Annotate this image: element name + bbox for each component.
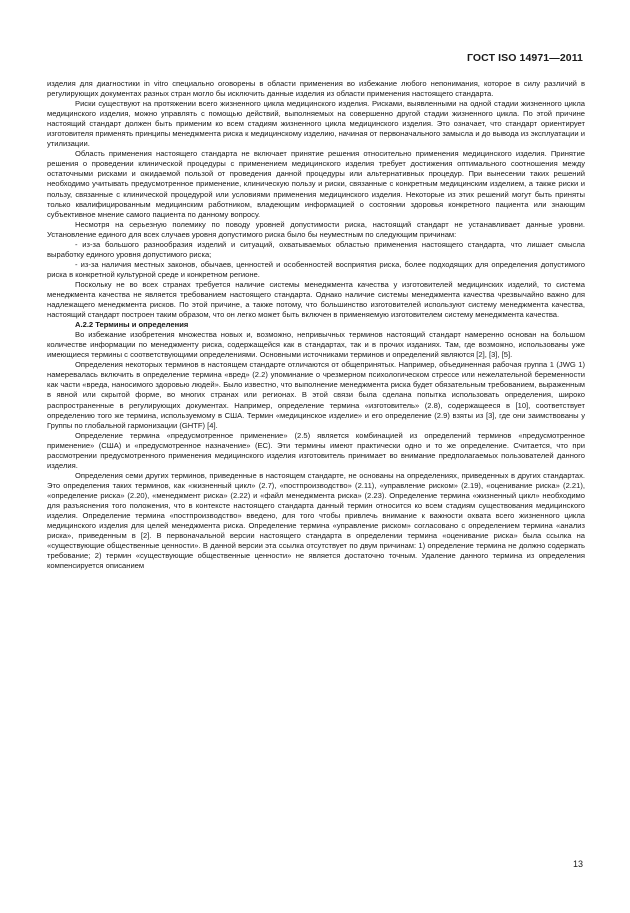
- paragraph: Несмотря на серьезную полемику по поводу уровней допустимости риска, настоящий стандарт не устанавливает данные уровни. Установление единого для всех случаев уровня допустимого риска было бы неуместным по следующим причинам:: [47, 219, 585, 239]
- page-number: 13: [572, 859, 583, 869]
- paragraph: Поскольку не во всех странах требуется наличие системы менеджмента качества у изготовителей медицинских изделий, то система менеджмента качества не является требованием настоящего стандарта. Однако наличие системы менеджмента качества чрезвычайно важно для надлежащего менеджмента рисков. По этой причине, а также потому, что большинство изготовителей используют систему менеджмента качества, настоящий стандарт построен таким образом, что он легко может быть включен в применяемую изготовителем систему менеджмента качества.: [47, 279, 585, 320]
- page-content: [47, 79, 585, 571]
- list-item: - из-за наличия местных законов, обычаев, ценностей и особенностей восприятия риска, более подходящих для определения допустимого риска в конкретной культурной среде и конкретном регионе.: [47, 259, 585, 279]
- paragraph: Во избежание изобретения множества новых и, возможно, непривычных терминов настоящий стандарт намеренно основан на большом количестве информации по менеджменту риска, содержащейся как в стандартах, так и в прочих изданиях. Там, где возможно, использованы уже имеющиеся термины с соответствующими определениями. Основными источниками терминов и определений являются [2], [3], [5].: [47, 330, 585, 360]
- paragraph: Риски существуют на протяжении всего жизненного цикла медицинского изделия. Рисками, выявленными на одной стадии жизненного цикла медицинского изделия, можно управлять с помощью действий, выполняемых на совершенно другой стадии жизненного цикла. По этой причине настоящий стандарт должен быть применим ко всем стадиям жизненного цикла медицинского изделия. Это означает, что стандарт ориентирует изготовителя применять принципы менеджмента риска к медицинскому изделию, начиная от первоначального замысла и до вывода из эксплуатации и утилизации.: [47, 99, 585, 149]
- paragraph: Определение термина «предусмотренное применение» (2.5) является комбинацией из определений терминов «предусмотренное применение» (США) и «предусмотренное назначение» (ЕС). Эти термины имеют практически одно и то же определение. Считается, что при рассмотрении предусмотренного применения медицинского изделия изготовитель принимает во внимание предполагаемых пользователей данного изделия.: [47, 430, 585, 470]
- paragraph: Определения семи других терминов, приведенные в настоящем стандарте, не основаны на определениях, приведенных в других стандартах. Это определения таких терминов, как «жизненный цикл» (2.7), «постпроизводство» (2.11), «управление риском» (2.19), «оценивание риска» (2.21), «определение риска» (2.20), «менеджмент риска» (2.22) и «файл менеджмента риска» (2.23). Определение термина «жизненный цикл» необходимо для разъяснения того положения, что в контексте настоящего стандарта данный термин относится ко всем стадиям существования медицинского изделия. Определение термина «постпроизводство» введено, для того чтобы привлечь внимание к важности охвата всего жизненного цикла медицинского изделия для целей менеджмента риска. Определение термина «управление риском» согласовано с определением термина «анализ риска», приведенным в [2]. В первоначальной версии настоящего стандарта в определении термина «оценивание риска» была ссылка на «существующие общественные ценности». В данной версии эта ссылка отсутствует по двум причинам: 1) определение термина не должно содержать требование; 2) термин «существующие общественные ценности» не является достаточно точным. Удаление данного термина из определения компенсируется описанием: [47, 470, 585, 571]
- paragraph: Определения некоторых терминов в настоящем стандарте отличаются от общепринятых. Например, объединенная рабочая группа 1 (JWG 1) намеревалась включить в определение термина «вред» (2.2) упоминание о чрезмерном психологическом стрессе или нежелательной беременности как части «вреда, наносимого здоровью людей». Было известно, что выполнение менеджмента риска будет обязательным требованием, выраженным в явной или скрытой форме, во многих странах или регионах. В этой связи была сделана попытка использовать определения, широко распространенные в регулирующих документах. Например, определение термина «изготовитель» (2.8), содержащееся в [10], соответствует определению того же термина, используемому в США. Термин «медицинское изделие» и его определение (2.9) взяты из [3], где они заимствованы у Группы по глобальной гармонизации (GHTF) [4].: [47, 360, 585, 430]
- list-item: - из-за большого разнообразия изделий и ситуаций, охватываемых областью применения настоящего стандарта, что лишает смысла выработку единого уровня допустимого риска;: [47, 239, 585, 259]
- document-header: ГОСТ ISO 14971—2011: [466, 52, 583, 64]
- paragraph: Область применения настоящего стандарта не включает принятие решения относительно применения медицинского изделия. Принятие решения о проведении клинической процедуры с применением медицинского изделия требует достижения оптимального соотношения между остаточными рисками и ожидаемой пользой от проведения данной процедуры или альтернативных процедур. При вынесении таких решений необходимо учитывать предусмотренное применение, клиническую пользу и риски, связанные с конкретным медицинским изделием, а также риски и пользу, связанные с клинической процедурой или условиями применения медицинского изделия. Некоторые из этих решений могут быть приняты только квалифицированным медицинским работником, владеющим информацией о состоянии здоровья конкретного пациента или знающим субъективное мнение самого пациента по данному вопросу.: [47, 149, 585, 219]
- section-title: А.2.2 Термины и определения: [75, 320, 189, 330]
- paragraph: изделия для диагностики in vitro специально оговорены в области применения во избежание любого непонимания, которое в силу различий в регулирующих документах разных стран могло бы исключить данные изделия из области применения настоящего стандарта.: [47, 79, 585, 99]
